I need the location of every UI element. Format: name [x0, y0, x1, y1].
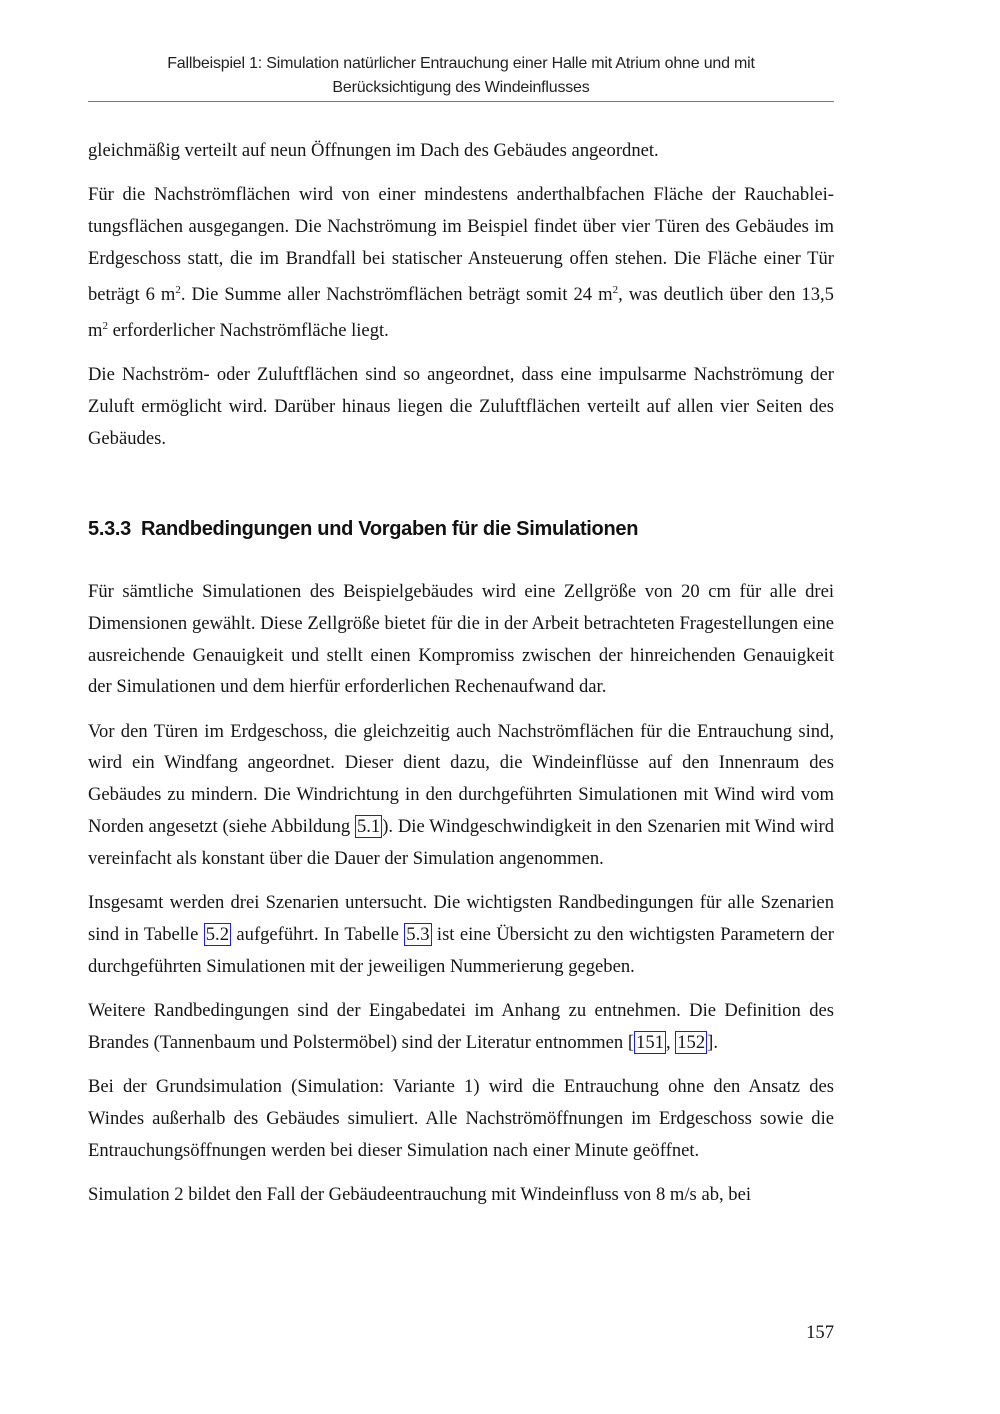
section-heading	[88, 513, 638, 545]
paragraph-simulation-2: Simulation 2 bildet den Fall der Gebäudeentrauchung mit Windeinfluss von 8 m/s ab, bei	[88, 1184, 752, 1206]
paragraph-cell-size: Für sämtliche Simulationen des Beispielgebäudes wird eine Zellgröße von 20 cm für alle drei Dimensionen gewählt. Diese Zellgröße bietet für die in der Arbeit betrachteten Fragestellungen eine ausreichende Genauigkeit und stellt einen Kompromiss zwischen der hinreichenden Genauigkeit der Simulationen und dem hierfür erforderlichen Rechenaufwand dar.	[88, 581, 834, 698]
header-divider	[88, 101, 834, 102]
citation-link[interactable]: 151	[636, 1031, 664, 1053]
paragraph-further-conditions: Weitere Randbedingungen sind der Eingabedatei im Anhang zu entnehmen. Die Definition des Brandes (Tannenbaum und Polstermöbel) sind der Literatur entnommen [ 151 , 152 ].	[88, 1000, 834, 1053]
running-header-line-2: Berücksichtigung des Windeinflusses	[332, 79, 590, 96]
section-title: Randbedingungen und Vorgaben für die Simulationen	[140, 518, 639, 540]
section-text-block	[88, 576, 834, 1223]
page-number: 157	[806, 1322, 834, 1343]
paragraph-supply-air: Die Nachström- oder Zuluftflächen sind so angeordnet, dass eine impulsarme Nachströmung der Zuluft ermöglicht wird. Darüber hinaus liegen die Zuluftflächen verteilt auf allen vier Seiten des Gebäudes.	[88, 364, 834, 449]
table-reference-link[interactable]: 5.3	[406, 923, 430, 945]
paragraph-wind-direction: Vor den Türen im Erdgeschoss, die gleichzeitig auch Nachströmflächen für die Entrauchung sind, wird ein Windfang angeordnet. Dieser dient dazu, die Windeinflüsse auf den Innenraum des Gebäudes zu mindern. Die Windrichtung in den durchgeführten Simulationen mit Wind wird vom Norden angesetzt (siehe Abbildung 5.1 ). Die Windgeschwindigkeit in den Szenarien mit Wind wird vereinfacht als konstant über die Dauer der Simulation angenommen.	[88, 720, 834, 869]
paragraph-inflow-areas: Für die Nachströmflächen wird von einer mindestens anderthalbfachen Fläche der Rauchableitungsflächen ausgegangen. Die Nachströmung im Beispiel findet über vier Türen des Gebäudes im Erdgeschoss statt, die im Brandfall bei statischer Ansteuerung offen stehen. Die Fläche einer Tür beträgt 6 $m^2$. Die Summe aller Nachströmflächen beträgt somit 24 $m^2$, was deutlich über den 13,5 $m^2$ erforderlicher Nachströmfläche liegt.	[88, 184, 834, 341]
top-text-block	[88, 135, 834, 467]
running-header	[88, 52, 834, 100]
paragraph-roof-openings: gleichmäßig verteilt auf neun Öffnungen im Dach des Gebäudes angeordnet.	[88, 140, 659, 161]
table-reference-link[interactable]: 5.2	[205, 923, 229, 945]
paragraph-scenarios: Insgesamt werden drei Szenarien untersucht. Die wichtigsten Randbedingungen für alle Szenarien sind in Tabelle 5.2 aufgeführt. In Tabelle 5.3 ist eine Übersicht zu den wichtigsten Parametern der durchgeführten Simulationen mit der jeweiligen Nummerierung gegeben.	[88, 892, 834, 977]
paragraph-base-simulation: Bei der Grundsimulation (Simulation: Variante 1) wird die Entrauchung ohne den Ansatz des Windes außerhalb des Gebäudes simuliert. Alle Nachströmöffnungen im Erdgeschoss sowie die Entrauchungsöffnungen werden bei dieser Simulation nach einer Minute geöffnet.	[88, 1076, 834, 1161]
section-number: 5.3.3	[88, 518, 131, 540]
figure-reference-link[interactable]: 5.1	[356, 816, 381, 838]
citation-link[interactable]: 152	[677, 1031, 706, 1053]
running-header-line-1: Fallbeispiel 1: Simulation natürlicher Entrauchung einer Halle mit Atrium ohne und mit	[167, 55, 755, 72]
